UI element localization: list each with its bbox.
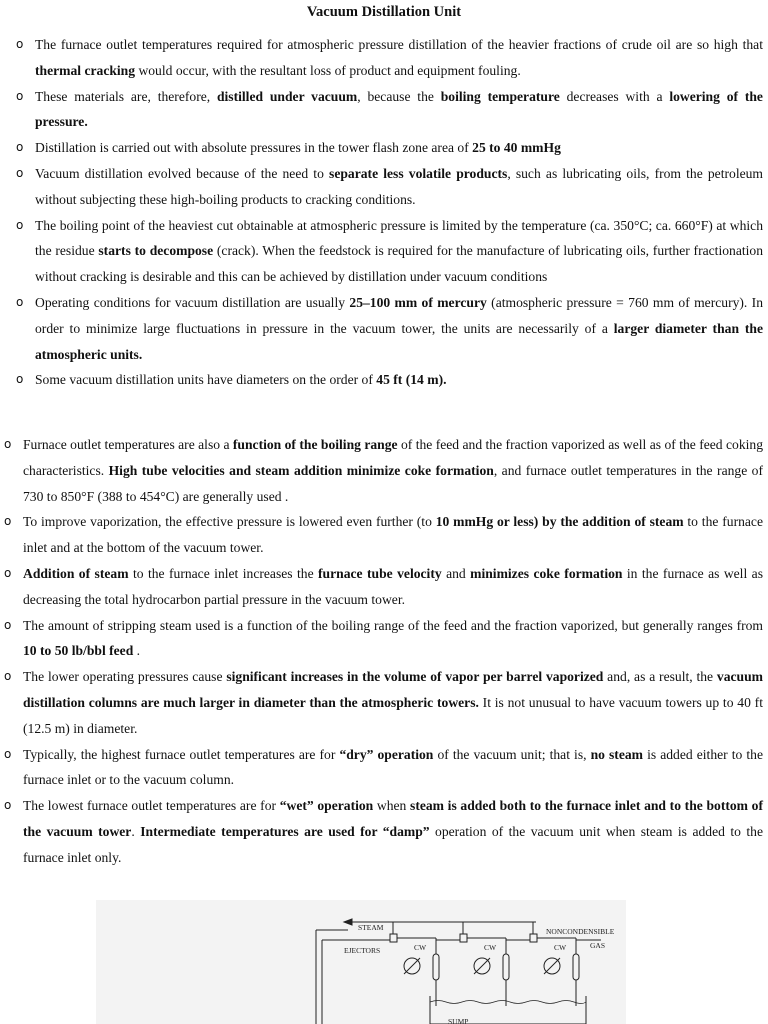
bullet-list-vacuum-basics bbox=[16, 32, 763, 393]
ejectors-label: EJECTORS bbox=[344, 946, 381, 955]
text-run: of the feed and the fraction vaporized as well as of the feed coking characteristics. bbox=[23, 437, 763, 478]
text-run: Some vacuum distillation units have diameters on the order of bbox=[35, 372, 377, 388]
bold-text: vacuum distillation columns are much larger in diameter than the atmospheric towers. bbox=[23, 669, 763, 710]
bold-text: starts to decompose bbox=[98, 243, 214, 259]
text-run: to the furnace inlet increases the bbox=[128, 565, 319, 581]
bold-text: Addition of steam bbox=[23, 565, 129, 581]
text-run: The lower operating pressures cause bbox=[23, 669, 227, 685]
sump-label: SUMP bbox=[448, 1017, 469, 1024]
bold-text: significant increases in the volume of vapor per barrel vaporized bbox=[226, 669, 604, 685]
text-run: of the vacuum unit; that is, bbox=[433, 746, 591, 762]
text-run: The furnace outlet temperatures required for atmospheric pressure distillation of the heavier fractions of crude oil are so high that bbox=[35, 37, 763, 52]
steam-arrow bbox=[344, 919, 352, 925]
bullet-item bbox=[16, 290, 763, 367]
text-run: when bbox=[373, 798, 411, 814]
condenser-drum-1 bbox=[433, 954, 439, 980]
bold-text: no steam bbox=[590, 746, 643, 762]
bullet-item bbox=[16, 367, 763, 393]
steam-label: STEAM bbox=[358, 923, 384, 932]
bullet-item bbox=[16, 32, 763, 84]
text-run: , because the bbox=[357, 88, 441, 104]
gas-label: GAS bbox=[590, 941, 606, 950]
ejector-system-diagram bbox=[96, 900, 626, 1024]
noncondensible-label: NONCONDENSIBLE bbox=[546, 927, 615, 936]
text-run: Distillation is carried out with absolute pressures in the tower flash zone area of bbox=[35, 140, 473, 156]
bold-text: 10 to 50 lb/bbl feed bbox=[23, 643, 134, 659]
bold-text: 10 mmHg or less) by the addition of steam bbox=[435, 514, 684, 530]
text-run: (atmospheric pressure = 760 mm of mercury). In order to minimize large fluctuations in pressure in the vacuum tower, the units are necessarily of a bbox=[35, 294, 763, 336]
bullet-item bbox=[16, 213, 763, 290]
bold-text: function of the boiling range bbox=[232, 437, 398, 452]
bullet-item bbox=[4, 561, 763, 613]
text-run: Typically, the highest furnace outlet temperatures are for bbox=[23, 746, 340, 762]
bold-text: “dry” operation bbox=[339, 746, 434, 762]
bold-text: Intermediate temperatures are used for “damp” bbox=[140, 823, 430, 839]
bullet-item bbox=[16, 135, 763, 161]
bullet-list-furnace-conditions bbox=[4, 432, 763, 871]
ejector-box-1 bbox=[390, 934, 397, 942]
cw-label-1: CW bbox=[414, 943, 427, 952]
text-run: It is not unusual to have vacuum towers up to 40 ft (12.5 m) in diameter. bbox=[23, 694, 763, 736]
condenser-drum-2 bbox=[503, 954, 509, 980]
text-run: To improve vaporization, the effective pressure is lowered even further (to bbox=[23, 514, 436, 530]
cw-label-2: CW bbox=[484, 943, 497, 952]
text-run: Furnace outlet temperatures are also a bbox=[23, 437, 233, 452]
bold-text: thermal cracking bbox=[35, 62, 136, 78]
bold-text: boiling temperature bbox=[440, 88, 560, 104]
bullet-item bbox=[4, 509, 763, 561]
bold-text: High tube velocities and steam addition minimize coke formation bbox=[108, 462, 494, 478]
bold-text: larger diameter than the atmospheric units. bbox=[35, 320, 763, 362]
text-run: The boiling point of the heaviest cut obtainable at atmospheric pressure is limited by the temperature (ca. 350°C; ca. 660°F) at which the residue bbox=[35, 217, 763, 259]
bullet-item bbox=[4, 432, 763, 509]
bullet-item bbox=[16, 161, 763, 213]
text-run: Vacuum distillation evolved because of the need to bbox=[35, 165, 330, 181]
bold-text: minimizes coke formation bbox=[470, 565, 623, 581]
bold-text: 25–100 mm of mercury bbox=[349, 294, 487, 310]
ejector-box-3 bbox=[530, 934, 537, 942]
bullet-item bbox=[4, 793, 763, 870]
bullet-item bbox=[4, 742, 763, 794]
text-run: decreases with a bbox=[559, 88, 670, 104]
bold-text: steam is added both to the furnace inlet and to the bottom of the vacuum tower bbox=[23, 798, 763, 839]
text-run: and bbox=[441, 565, 471, 581]
cw-label-3: CW bbox=[554, 943, 567, 952]
text-run: operation of the vacuum unit when steam is added to the furnace inlet only. bbox=[23, 823, 764, 865]
bold-text: furnace tube velocity bbox=[318, 565, 442, 581]
text-run: . bbox=[133, 643, 141, 659]
bold-text: 25 to 40 mmHg bbox=[472, 140, 561, 156]
bullet-item bbox=[16, 84, 763, 136]
text-run: . bbox=[131, 823, 141, 839]
text-run: , such as lubricating oils, from the petroleum without subjecting these high-boiling products to cracking conditions. bbox=[35, 165, 763, 207]
bold-text: separate less volatile products bbox=[329, 165, 508, 181]
text-run: in the furnace as well as decreasing the total hydrocarbon partial pressure in the vacuum tower. bbox=[23, 565, 763, 607]
text-run: The lowest furnace outlet temperatures are for bbox=[23, 798, 280, 814]
page-title: Vacuum Distillation Unit bbox=[306, 4, 462, 20]
ejector-box-2 bbox=[460, 934, 467, 942]
text-run: and, as a result, the bbox=[603, 669, 717, 685]
bullet-item bbox=[4, 613, 763, 665]
bullet-item bbox=[4, 664, 763, 741]
condenser-drum-3 bbox=[573, 954, 579, 980]
text-run: would occur, with the resultant loss of product and equipment fouling. bbox=[135, 62, 521, 78]
bold-text: distilled under vacuum bbox=[216, 88, 358, 104]
text-run: (crack). When the feedstock is required for the manufacture of lubricating oils, further fractionation without cracking is desirable and this can be achieved by distillation under vacuum conditions bbox=[35, 243, 763, 285]
text-run: is added either to the furnace inlet or to the vacuum column. bbox=[23, 746, 763, 788]
bold-text: “wet” operation bbox=[279, 798, 374, 814]
bold-text: lowering of the pressure. bbox=[35, 88, 763, 130]
text-run: These materials are, therefore, bbox=[35, 88, 217, 104]
text-run: The amount of stripping steam used is a function of the boiling range of the feed and the fraction vaporized, but generally ranges from bbox=[23, 617, 763, 633]
text-run: , and furnace outlet temperatures in the range of 730 to 850°F (388 to 454°C) are generally used . bbox=[23, 462, 763, 504]
text-run: Operating conditions for vacuum distillation are usually bbox=[35, 294, 350, 310]
text-run: to the furnace inlet and at the bottom of the vacuum tower. bbox=[23, 514, 763, 556]
bold-text: 45 ft (14 m). bbox=[376, 372, 447, 388]
